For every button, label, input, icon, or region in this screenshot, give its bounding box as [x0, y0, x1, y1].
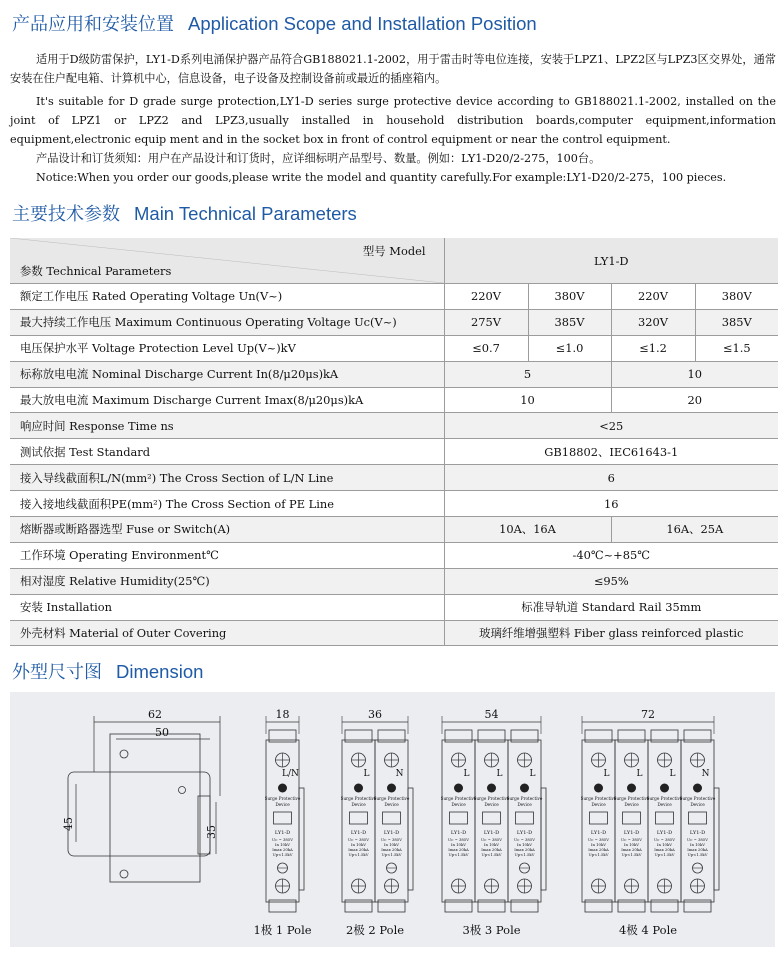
- module-model-label: LY1-D: [350, 830, 367, 836]
- param-value: <25: [444, 413, 778, 439]
- module-spec: Up<1.5kV: [272, 852, 293, 857]
- param-label: 响应时间 Response Time ns: [10, 413, 444, 439]
- rail-clip-side: [299, 788, 304, 890]
- brand-logo-icon: [454, 784, 463, 793]
- module-spec: In 10kV: [383, 842, 400, 847]
- status-window: [623, 812, 641, 824]
- module-model-label: LY1-D: [483, 830, 500, 836]
- module-model-label: LY1-D: [516, 830, 533, 836]
- section-title-scope: [12, 10, 537, 36]
- rail-clip-side: [541, 788, 546, 890]
- section-title-zh: 主要技术参数: [12, 204, 120, 225]
- table-row: [10, 309, 778, 335]
- param-value: 385V: [695, 309, 778, 335]
- pole-caption: 1极 1 Pole: [253, 923, 312, 937]
- param-value: GB18802、IEC61643-1: [444, 439, 778, 465]
- brand-text: Surge Protective: [679, 796, 716, 801]
- module-spec: In 10kV: [656, 842, 673, 847]
- param-value: 10A、16A: [444, 517, 611, 543]
- module-spec: Imax 20kA: [348, 847, 369, 852]
- brand-logo-icon: [487, 784, 496, 793]
- status-window: [274, 812, 292, 824]
- status-window: [483, 812, 501, 824]
- module-spec: Uc ~ 385V: [272, 837, 293, 842]
- module-spec: Imax 20kA: [687, 847, 708, 852]
- section-title-en: Main Technical Parameters: [134, 203, 357, 224]
- param-label: 电压保护水平 Voltage Protection Level Up(V~)kV: [10, 335, 444, 361]
- module-spec: Imax 20kA: [272, 847, 293, 852]
- module-spec: Imax 20kA: [514, 847, 535, 852]
- param-label: 熔断器或断路器选型 Fuse or Switch(A): [10, 517, 444, 543]
- brand-text: Surge Protective: [340, 796, 377, 801]
- dimension-drawing: [10, 692, 775, 947]
- module-spec: In 10kV: [450, 842, 467, 847]
- param-label: 相对湿度 Relative Humidity(25℃): [10, 568, 444, 594]
- header-model-label: 型号 Model: [362, 244, 426, 258]
- brand-logo-icon: [278, 784, 287, 793]
- param-value: 5: [444, 361, 611, 387]
- table-row: [10, 517, 778, 543]
- param-label: 最大放电电流 Maximum Discharge Current Imax(8/μ20μs)kA: [10, 387, 444, 413]
- param-value: 220V: [611, 284, 695, 310]
- param-label: 最大持续工作电压 Maximum Continuous Operating Voltage Uc(V~): [10, 309, 444, 335]
- terminal-mark-label: L: [463, 769, 470, 779]
- brand-text: Device: [351, 802, 366, 807]
- param-value: 10: [611, 361, 778, 387]
- brand-text: Surge Protective: [613, 796, 650, 801]
- table-row: [10, 594, 778, 620]
- brand-text: Surge Protective: [373, 796, 410, 801]
- side-screw-mid: [179, 787, 186, 794]
- param-label: 外壳材料 Material of Outer Covering: [10, 620, 444, 646]
- module-model-label: LY1-D: [274, 830, 291, 836]
- module-spec: Up<1.5kV: [348, 852, 369, 857]
- module-spec: Imax 20kA: [448, 847, 469, 852]
- pole-caption: 4极 4 Pole: [618, 923, 678, 937]
- status-window: [656, 812, 674, 824]
- brand-text: Device: [517, 802, 532, 807]
- section-title-dimension: [12, 658, 203, 684]
- table-row: [10, 620, 778, 646]
- param-value: ≤1.0: [528, 335, 611, 361]
- table-row: [10, 439, 778, 465]
- module-spec: In 10kV: [274, 842, 291, 847]
- param-value: ≤1.2: [611, 335, 695, 361]
- param-value: 220V: [444, 284, 528, 310]
- status-window: [350, 812, 368, 824]
- module-spec: Uc ~ 385V: [588, 837, 609, 842]
- param-value: ≤95%: [444, 568, 778, 594]
- table-row: [10, 491, 778, 517]
- brand-logo-icon: [660, 784, 669, 793]
- param-label: 安装 Installation: [10, 594, 444, 620]
- param-value: 380V: [695, 284, 778, 310]
- module-spec: Imax 20kA: [654, 847, 675, 852]
- module-spec: Uc ~ 385V: [514, 837, 535, 842]
- module-spec: Imax 20kA: [588, 847, 609, 852]
- param-value: 6: [444, 465, 778, 491]
- brand-logo-icon: [520, 784, 529, 793]
- module-model-label: LY1-D: [450, 830, 467, 836]
- module-spec: Up<1.5kV: [381, 852, 402, 857]
- module-spec: Imax 20kA: [381, 847, 402, 852]
- module-model-label: LY1-D: [689, 830, 706, 836]
- terminal-mark-label: L: [529, 769, 536, 779]
- terminal-mark-label: L: [603, 769, 610, 779]
- module-model-label: LY1-D: [383, 830, 400, 836]
- rail-clip-side: [408, 788, 413, 890]
- terminal-mark-label: L: [363, 769, 370, 779]
- brand-text: Surge Protective: [264, 796, 301, 801]
- param-value: ≤1.5: [695, 335, 778, 361]
- param-value: 16: [444, 491, 778, 517]
- intro-paragraph-zh: 适用于D级防雷保护，LY1-D系列电涌保护器产品符合GB188021.1-2002，用于雷击时等电位连接，安装于LPZ1、LPZ2区与LPZ3区交界处，通常安装在住户配电箱、计算机中心，信息设备，电子设备及控制设备前或最近的插座箱内。: [10, 53, 776, 85]
- intro-paragraph-en: It's suitable for D grade surge protection,LY1-D series surge protective device according to GB188021.1-2002, installed on the joint of LPZ1 or LPZ2 and LPZ3,usually installed in household distribution boards,computer equipment,information equipment,electronic equip ment and in the socket box in front of control equipment or near the control equipment.: [10, 95, 776, 146]
- module-spec: Uc ~ 385V: [687, 837, 708, 842]
- pole-width-label: 18: [275, 708, 290, 721]
- module-model-label: LY1-D: [656, 830, 673, 836]
- status-window: [383, 812, 401, 824]
- brand-text: Surge Protective: [580, 796, 617, 801]
- brand-text: Device: [384, 802, 399, 807]
- param-value: 20: [611, 387, 778, 413]
- section-title-en: Dimension: [116, 661, 204, 682]
- module-spec: In 10kV: [623, 842, 640, 847]
- dim-label-45: 45: [62, 817, 75, 831]
- param-value: ≤0.7: [444, 335, 528, 361]
- module-spec: In 10kV: [516, 842, 533, 847]
- brand-text: Device: [591, 802, 606, 807]
- param-value: 16A、25A: [611, 517, 778, 543]
- param-value: 玻璃纤维增强塑料 Fiber glass reinforced plastic: [444, 620, 778, 646]
- brand-text: Device: [624, 802, 639, 807]
- technical-parameters-table: [10, 238, 778, 646]
- section-title-zh: 外型尺寸图: [12, 662, 102, 683]
- module-spec: Uc ~ 385V: [448, 837, 469, 842]
- header-model-value: LY1-D: [444, 238, 778, 284]
- section-title-params: [12, 200, 357, 226]
- order-notice-zh: 产品设计和订货须知：用户在产品设计和订货时，应详细标明产品型号、数量。例如：LY1-D20/2-275，100台。: [36, 152, 601, 165]
- module-spec: Uc ~ 385V: [348, 837, 369, 842]
- table-row: [10, 361, 778, 387]
- side-screw-top: [120, 750, 128, 758]
- param-value: 320V: [611, 309, 695, 335]
- dim-label-50: 50: [155, 726, 169, 739]
- intro-text: [10, 50, 776, 187]
- terminal-mark-label: L: [636, 769, 643, 779]
- brand-text: Device: [484, 802, 499, 807]
- brand-logo-icon: [594, 784, 603, 793]
- param-label: 测试依据 Test Standard: [10, 439, 444, 465]
- brand-text: Surge Protective: [646, 796, 683, 801]
- module-spec: Uc ~ 385V: [481, 837, 502, 842]
- module-spec: In 10kV: [689, 842, 706, 847]
- module-spec: Up<1.5kV: [621, 852, 642, 857]
- module-model-label: LY1-D: [590, 830, 607, 836]
- side-screw-bottom: [120, 870, 128, 878]
- param-label: 标称放电电流 Nominal Discharge Current In(8/μ20μs)kA: [10, 361, 444, 387]
- terminal-mark-label: N: [701, 769, 710, 779]
- terminal-mark-label: L: [669, 769, 676, 779]
- terminal-mark-label: N: [395, 769, 404, 779]
- module-spec: Up<1.5kV: [588, 852, 609, 857]
- header-param-label: 参数 Technical Parameters: [20, 264, 172, 278]
- brand-logo-icon: [354, 784, 363, 793]
- pole-caption: 3极 3 Pole: [462, 923, 521, 937]
- side-body-outline: [110, 734, 200, 882]
- module-spec: Up<1.5kV: [654, 852, 675, 857]
- section-title-zh: 产品应用和安装位置: [12, 14, 174, 35]
- side-front-panel: [68, 772, 210, 856]
- table-row: [10, 335, 778, 361]
- header-diagonal-cell: [10, 238, 444, 284]
- module-spec: Up<1.5kV: [514, 852, 535, 857]
- brand-text: Device: [275, 802, 290, 807]
- param-label: 额定工作电压 Rated Operating Voltage Un(V~): [10, 284, 444, 310]
- module-spec: Up<1.5kV: [448, 852, 469, 857]
- terminal-mark-label: L/N: [282, 769, 299, 779]
- param-label: 工作环境 Operating Environment℃: [10, 542, 444, 568]
- brand-text: Surge Protective: [506, 796, 543, 801]
- brand-logo-icon: [627, 784, 636, 793]
- module-spec: Uc ~ 385V: [654, 837, 675, 842]
- param-value: 10: [444, 387, 611, 413]
- param-value: 385V: [528, 309, 611, 335]
- module-spec: In 10kV: [350, 842, 367, 847]
- order-notice-en: Notice:When you order our goods,please write the model and quantity carefully.For example:LY1-D20/2-275，100 pieces.: [36, 171, 727, 184]
- pole-caption: 2极 2 Pole: [345, 923, 405, 937]
- rail-clip-side: [714, 788, 719, 890]
- brand-logo-icon: [693, 784, 702, 793]
- pole-width-label: 54: [484, 708, 499, 721]
- brand-text: Device: [690, 802, 705, 807]
- status-window: [590, 812, 608, 824]
- pole-width-label: 36: [368, 708, 382, 721]
- dim-label-35: 35: [205, 825, 218, 839]
- pole-width-label: 72: [641, 708, 655, 721]
- status-window: [450, 812, 468, 824]
- brand-text: Device: [451, 802, 466, 807]
- table-row: [10, 568, 778, 594]
- brand-logo-icon: [387, 784, 396, 793]
- param-label: 接入接地线截面积PE(mm²) The Cross Section of PE Line: [10, 491, 444, 517]
- param-value: 275V: [444, 309, 528, 335]
- module-spec: In 10kV: [590, 842, 607, 847]
- table-row: [10, 284, 778, 310]
- module-spec: In 10kV: [483, 842, 500, 847]
- table-row: [10, 413, 778, 439]
- param-value: 380V: [528, 284, 611, 310]
- module-spec: Uc ~ 385V: [621, 837, 642, 842]
- table-row: [10, 387, 778, 413]
- dim-label-62: 62: [148, 708, 162, 721]
- param-value: -40℃~+85℃: [444, 542, 778, 568]
- brand-text: Surge Protective: [440, 796, 477, 801]
- module-spec: Imax 20kA: [621, 847, 642, 852]
- module-spec: Up<1.5kV: [687, 852, 708, 857]
- status-window: [516, 812, 534, 824]
- table-header-row: [10, 238, 778, 284]
- brand-text: Device: [657, 802, 672, 807]
- dimension-drawing-panel: [10, 692, 775, 947]
- module-spec: Up<1.5kV: [481, 852, 502, 857]
- table-row: [10, 542, 778, 568]
- module-model-label: LY1-D: [623, 830, 640, 836]
- terminal-mark-label: L: [496, 769, 503, 779]
- table-row: [10, 465, 778, 491]
- param-label: 接入导线截面积L/N(mm²) The Cross Section of L/N Line: [10, 465, 444, 491]
- module-spec: Uc ~ 385V: [381, 837, 402, 842]
- section-title-en: Application Scope and Installation Position: [188, 13, 537, 34]
- brand-text: Surge Protective: [473, 796, 510, 801]
- status-window: [689, 812, 707, 824]
- param-value: 标准导轨道 Standard Rail 35mm: [444, 594, 778, 620]
- module-spec: Imax 20kA: [481, 847, 502, 852]
